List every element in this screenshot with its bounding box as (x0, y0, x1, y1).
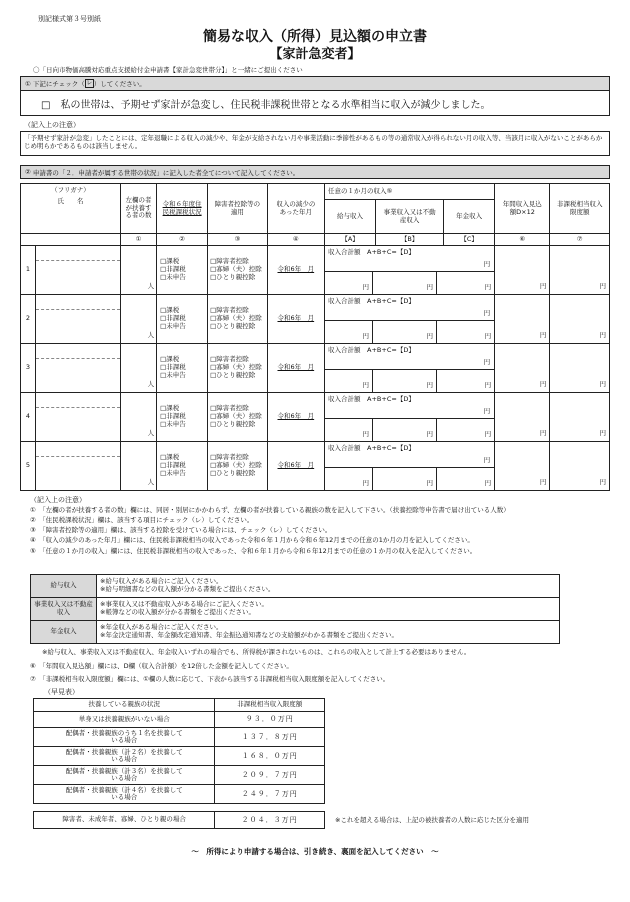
document-notes (97, 621, 560, 644)
month-text: 令和6年 月 (277, 412, 315, 421)
tax-status-header: 令和６年度住民税課税状況 (157, 184, 208, 234)
total-input[interactable] (325, 344, 494, 370)
col-num-3: ③ (208, 234, 268, 246)
tax-option-checkbox[interactable]: □非課税 (160, 265, 186, 274)
ref-caption: （早見表） (44, 688, 79, 696)
caution-item: ① 「左欄の者が扶養する者の数」欄には、同居・別居にかかわらず、左欄の者が扶養している親族の数を記入して下さい。（扶養控除等申告書で届け出ている人数） (30, 506, 510, 514)
tax-option-checkbox[interactable]: □未申告 (160, 321, 186, 330)
ref-limit: １３７．８万円 (215, 728, 325, 747)
annual-input[interactable] (495, 442, 550, 491)
yen-unit: 円 (483, 260, 491, 269)
caution1-text: 「予期せず家計が急変」したことには、定年退職による収入の減少や、年金が支給されない月や事業活動に季節性があるもの等の通常収入が得られない月の収入等、当該月に収入がないことがあらかじめ明らかであるものは該当しません。 (24, 134, 603, 151)
deduction-option-checkbox[interactable]: □ひとり親控除 (210, 370, 256, 379)
total-label: 収入合計額 A+B+C=【D】 (328, 297, 415, 305)
month-input[interactable] (267, 246, 324, 295)
yen-unit: 円 (483, 456, 491, 465)
reference-row (34, 728, 325, 747)
row-number: 3 (21, 344, 36, 393)
section2-label: 申請書の「２．申請者が属する世帯の状況」に記入した者全てについて記入してください。 (32, 168, 300, 177)
tax-option-checkbox[interactable]: □非課税 (160, 412, 186, 421)
tax-option-checkbox[interactable]: □非課税 (160, 363, 186, 372)
col-num-2: ② (157, 234, 208, 246)
salary-input[interactable] (325, 370, 373, 392)
limit-input[interactable] (550, 295, 610, 344)
caution-item: ② 「住民税課税状況」欄は、該当する項目にチェック（レ）してください。 (30, 516, 254, 525)
special-table (33, 811, 325, 829)
business-input[interactable] (373, 468, 437, 490)
income-cell (325, 442, 495, 491)
name-input[interactable] (35, 295, 120, 344)
household-table (20, 183, 610, 491)
month-input[interactable] (267, 442, 324, 491)
yen-unit: 円 (362, 430, 370, 438)
yen-unit: 円 (539, 380, 547, 389)
reference-row (34, 766, 325, 785)
annual-input[interactable] (495, 344, 550, 393)
annual-input[interactable] (495, 295, 550, 344)
caution1-box (20, 131, 610, 156)
reference-row (34, 712, 325, 728)
furigana-header: （フリガナ） (51, 186, 90, 194)
document-note: ※事業収入又は不動産収入がある場合にご記入ください。 (100, 600, 268, 609)
pension-input[interactable] (437, 419, 494, 441)
caution2-list (30, 506, 610, 557)
tax-option-checkbox[interactable]: □課税 (160, 404, 180, 413)
deduction-option-checkbox[interactable]: □ひとり親控除 (210, 468, 256, 477)
yen-unit: 円 (484, 430, 492, 438)
total-input[interactable] (325, 442, 494, 468)
form-id: 別記様式第３号別紙 (38, 15, 101, 23)
pension-input[interactable] (437, 272, 494, 294)
document-row (31, 575, 560, 598)
deduction-option-checkbox[interactable]: □障害者控除 (210, 453, 249, 462)
tax-option-checkbox[interactable]: □未申告 (160, 468, 186, 477)
total-label: 収入合計額 A+B+C=【D】 (328, 444, 415, 452)
deduction-option-checkbox[interactable]: □寡婦（夫）控除 (210, 363, 262, 372)
special-status: 障害者、未成年者、寡婦、ひとり親の場合 (34, 812, 215, 829)
page-title: 簡易な収入（所得）見込額の申立書 (203, 29, 427, 45)
limit-input[interactable] (550, 442, 610, 491)
yen-unit: 円 (426, 332, 434, 340)
reference-table (33, 698, 325, 804)
furigana-input[interactable] (36, 442, 120, 457)
month-input[interactable] (267, 344, 324, 393)
furigana-input[interactable] (36, 246, 120, 261)
dependents-input[interactable] (120, 295, 156, 344)
deduction-cell (208, 344, 268, 393)
tax-option-checkbox[interactable]: □未申告 (160, 419, 186, 428)
income-group-header: 任意の１か月の収入⑤ (325, 184, 495, 200)
footer-note: ～ 所得により申請する場合は、引き続き、裏面を記入してください ～ (191, 847, 439, 856)
month-input[interactable] (267, 393, 324, 442)
deduction-header: 障害者控除等の適用 (208, 184, 268, 234)
business-input[interactable] (373, 370, 437, 392)
document-note: ※年金決定通知書、年金額改定通知書、年金振込通知書などの支給額がわかる書類をご提出ください。 (100, 631, 398, 639)
annual-input[interactable] (495, 246, 550, 295)
pension-input[interactable] (437, 370, 494, 392)
row-number: 5 (21, 442, 36, 491)
section1-header (21, 77, 609, 91)
ref-limit: １６８．０万円 (215, 747, 325, 766)
deduction-option-checkbox[interactable]: □障害者控除 (210, 306, 249, 315)
document-row (31, 621, 560, 644)
month-text: 令和6年 月 (277, 363, 315, 372)
caution-item: ⑤ 「任意の１か月の収入」欄には、住民税非課税相当の収入であった、令和６年１月から令和６年12月までの任意の１か月の収入を記入してください。 (30, 546, 477, 555)
tax-option-checkbox[interactable]: □非課税 (160, 314, 186, 323)
salary-input[interactable] (325, 321, 373, 343)
yen-unit: 円 (599, 380, 606, 389)
month-text: 令和6年 月 (277, 265, 315, 274)
business-input[interactable] (373, 321, 437, 343)
section1-box (20, 76, 610, 116)
section1-statement[interactable]: □ 私の世帯は、予期せず家計が急変し、住民税非課税世帯となる水準相当に収入が減少しました。 (41, 100, 491, 111)
tax-option-checkbox[interactable]: □未申告 (160, 272, 186, 281)
yen-unit: 円 (539, 331, 547, 340)
dependents-input[interactable] (120, 393, 156, 442)
total-input[interactable] (325, 246, 494, 272)
document-note: ※給与明細書などの収入額が分かる書類をご提出ください。 (100, 585, 275, 593)
deduction-option-checkbox[interactable]: □寡婦（夫）控除 (210, 461, 262, 470)
total-label: 収入合計額 A+B+C=【D】 (328, 395, 415, 403)
yen-unit: 円 (426, 430, 434, 438)
person-unit: 人 (147, 380, 155, 389)
furigana-input[interactable] (36, 295, 120, 310)
tax-status-cell (157, 246, 208, 295)
deduction-cell (208, 393, 268, 442)
yen-unit: 円 (599, 429, 606, 438)
person-unit: 人 (147, 331, 155, 340)
document-notes (97, 575, 560, 598)
limit-input[interactable] (550, 246, 610, 295)
section2-header (20, 165, 610, 179)
deduction-option-checkbox[interactable]: □寡婦（夫）控除 (210, 314, 262, 323)
dependents-input[interactable] (120, 442, 156, 491)
tax-option-checkbox[interactable]: □課税 (160, 257, 180, 266)
month-input[interactable] (267, 295, 324, 344)
section1-num: ① (25, 79, 31, 88)
yen-unit: 円 (362, 332, 370, 340)
document-note: ※給与収入がある場合にご記入ください。 (100, 577, 223, 586)
income-cell (325, 295, 495, 344)
reference-row (34, 785, 325, 804)
annual-input[interactable] (495, 393, 550, 442)
document-label: 給与収入 (31, 575, 97, 598)
document-note: ※帳簿などの収入額が分かる書類をご提出ください。 (100, 608, 255, 616)
yen-unit: 円 (483, 358, 491, 367)
deduction-cell (208, 295, 268, 344)
row-number: 2 (21, 295, 36, 344)
item6-note: ⑥ 「年間収入見込額」欄には、D欄（収入合計額）を12倍した金額を記入してください。 (30, 662, 293, 670)
month-header: 収入の減少のあった年月 (267, 184, 324, 234)
salary-input[interactable] (325, 419, 373, 441)
exceed-note: ※これを超える場合は、上記の被扶養者の人数に応じた区分を適用 (335, 816, 529, 824)
income-cell (325, 246, 495, 295)
person-unit: 人 (147, 429, 155, 438)
total-label: 収入合計額 A+B+C=【D】 (328, 346, 415, 354)
yen-unit: 円 (484, 283, 492, 291)
name-input[interactable] (35, 344, 120, 393)
document-label: 年金収入 (31, 621, 97, 644)
tax-option-checkbox[interactable]: □未申告 (160, 370, 186, 379)
deduction-option-checkbox[interactable]: □ひとり親控除 (210, 272, 256, 281)
dependents-input[interactable] (120, 246, 156, 295)
business-input[interactable] (373, 419, 437, 441)
salary-input[interactable] (325, 468, 373, 490)
item7-note: ⑦ 「非課税相当収入限度額」欄には、①欄の人数に応じて、下表から該当する非課税相当収入限度額を記入してください。 (30, 675, 390, 683)
document-note: ※年金収入がある場合にご記入ください。 (100, 623, 223, 632)
ref-header-status: 扶養している親族の状況 (34, 699, 215, 712)
dependents-input[interactable] (120, 344, 156, 393)
yen-unit: 円 (362, 283, 370, 291)
month-text: 令和6年 月 (277, 461, 315, 470)
name-header: 氏 名 (57, 196, 84, 205)
name-input[interactable] (35, 246, 120, 295)
deduction-option-checkbox[interactable]: □障害者控除 (210, 355, 249, 364)
yen-unit: 円 (599, 478, 606, 487)
yen-unit: 円 (484, 479, 492, 487)
yen-unit: 円 (599, 331, 606, 340)
table-row (21, 393, 610, 442)
col-label-a: 【A】 (325, 234, 376, 246)
limit-input[interactable] (550, 344, 610, 393)
pension-input[interactable] (437, 468, 494, 490)
name-input[interactable] (35, 393, 120, 442)
ref-status: 単身又は扶養親族がいない場合 (34, 712, 215, 728)
income-cell (325, 344, 495, 393)
tax-option-checkbox[interactable]: □非課税 (160, 461, 186, 470)
deduction-option-checkbox[interactable]: □寡婦（夫）控除 (210, 265, 262, 274)
business-header: 事業収入又は不動産収入 (376, 200, 444, 234)
person-unit: 人 (147, 282, 155, 291)
yen-unit: 円 (599, 282, 606, 291)
table-row (21, 442, 610, 491)
ref-status: 配偶者・扶養親族（計３名）を扶養している場合 (34, 766, 215, 785)
total-input[interactable] (325, 393, 494, 419)
caution2-heading: （記入上の注意） (30, 496, 86, 504)
table-row (21, 295, 610, 344)
yen-unit: 円 (539, 429, 547, 438)
salary-input[interactable] (325, 272, 373, 294)
tax-status-cell (157, 393, 208, 442)
furigana-input[interactable] (36, 393, 120, 408)
table-row (21, 246, 610, 295)
person-unit: 人 (147, 478, 155, 487)
month-text: 令和6年 月 (277, 314, 315, 323)
yen-unit: 円 (539, 282, 547, 291)
yen-unit: 円 (426, 479, 434, 487)
section1-label-end: ）してください。 (93, 80, 146, 88)
limit-header: 非課税相当収入限度額 (550, 184, 610, 234)
tax-option-checkbox[interactable]: □課税 (160, 355, 180, 364)
section2-num: ② (25, 168, 31, 176)
dependents-header: 左欄の者が扶養する者の数 (120, 184, 156, 234)
reference-row (34, 747, 325, 766)
annual-header: 年間収入見込額D×12 (495, 184, 550, 234)
yen-unit: 円 (484, 381, 492, 389)
yen-unit: 円 (484, 332, 492, 340)
income-cell (325, 393, 495, 442)
tax-option-checkbox[interactable]: □課税 (160, 306, 180, 315)
deduction-option-checkbox[interactable]: □ひとり親控除 (210, 321, 256, 330)
col-num-4: ④ (267, 234, 324, 246)
deduction-cell (208, 246, 268, 295)
col-label-b: 【B】 (376, 234, 444, 246)
tax-status-cell (157, 295, 208, 344)
caution-item: ④ 「収入の減少のあった年月」欄には、住民税非課税相当の収入であった令和６年１月から令和６年12月までの任意の1か月の月を記入してください。 (30, 536, 474, 545)
col-num-6: ⑥ (495, 234, 550, 246)
row-number: 1 (21, 246, 36, 295)
pension-input[interactable] (437, 321, 494, 343)
ref-limit: ９３．０万円 (215, 712, 325, 728)
page-subtitle: 【家計急変者】 (269, 47, 361, 62)
total-label: 収入合計額 A+B+C=【D】 (328, 248, 415, 256)
yen-unit: 円 (362, 381, 370, 389)
furigana-input[interactable] (36, 344, 120, 359)
deduction-option-checkbox[interactable]: □寡婦（夫）控除 (210, 412, 262, 421)
ref-header-limit: 非課税相当収入限度額 (215, 699, 325, 712)
yen-unit: 円 (539, 478, 547, 487)
salary-header: 給与収入 (325, 200, 376, 234)
special-limit: ２０４．３万円 (215, 812, 325, 829)
name-input[interactable] (35, 442, 120, 491)
ref-status: 配偶者・扶養親族のうち１名を扶養している場合 (34, 728, 215, 747)
tax-status-cell (157, 442, 208, 491)
deduction-option-checkbox[interactable]: □障害者控除 (210, 404, 249, 413)
deduction-option-checkbox[interactable]: □障害者控除 (210, 257, 249, 266)
tax-status-cell (157, 344, 208, 393)
col-num-7: ⑦ (550, 234, 610, 246)
section1-label: 下記にチェック（ (32, 80, 85, 88)
table-row (21, 344, 610, 393)
deduction-option-checkbox[interactable]: □ひとり親控除 (210, 419, 256, 428)
yen-unit: 円 (483, 407, 491, 416)
pension-header: 年金収入 (444, 200, 495, 234)
ref-limit: ２４９．７万円 (215, 785, 325, 804)
ref-status: 配偶者・扶養親族（計４名）を扶養している場合 (34, 785, 215, 804)
tax-option-checkbox[interactable]: □課税 (160, 453, 180, 462)
limit-input[interactable] (550, 393, 610, 442)
yen-unit: 円 (362, 479, 370, 487)
document-notes (97, 598, 560, 621)
business-input[interactable] (373, 272, 437, 294)
yen-unit: 円 (483, 309, 491, 318)
col-label-c: 【C】 (444, 234, 495, 246)
yen-unit: 円 (426, 381, 434, 389)
ref-status: 配偶者・扶養親族（計２名）を扶養している場合 (34, 747, 215, 766)
col-num-1: ① (120, 234, 156, 246)
document-label: 事業収入又は不動産収入 (31, 598, 97, 621)
deduction-cell (208, 442, 268, 491)
caution1-heading: （記入上の注意） (24, 121, 80, 129)
submit-note: 〇「日向市物価高騰対応重点支援給付金申請書【家計急変世帯分】」と一緒にご提出ください (33, 66, 303, 74)
doc-footnote: ※給与収入、事業収入又は不動産収入、年金収入いずれの場合でも、所得税が課されないものは、これらの収入として計上する必要はありません。 (42, 648, 471, 656)
check-mark-icon: レ (86, 80, 93, 87)
total-input[interactable] (325, 295, 494, 321)
yen-unit: 円 (426, 283, 434, 291)
document-table (30, 574, 560, 644)
document-row (31, 598, 560, 621)
caution-item: ③ 「障害者控除等の適用」欄は、該当する控除を受けている場合には、チェック（レ）してください。 (30, 526, 332, 535)
ref-limit: ２０９．７万円 (215, 766, 325, 785)
row-number: 4 (21, 393, 36, 442)
